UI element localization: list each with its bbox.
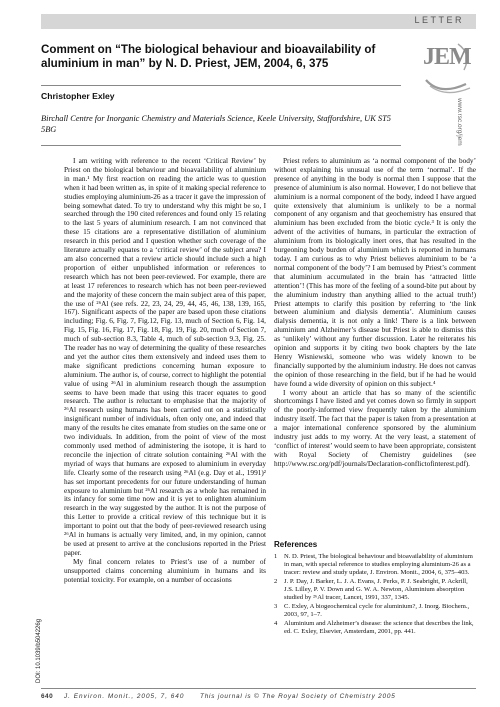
references-heading: References bbox=[274, 540, 318, 549]
article-title: Comment on “The biological behaviour and bioavailability of aluminium in man” by N. D. Priest, JEM, 2004, 6, 375 bbox=[41, 43, 376, 70]
doi-text: DOI: 10.1039/b504226g bbox=[36, 618, 42, 683]
journal-logo bbox=[420, 40, 476, 100]
footer-divider bbox=[41, 688, 476, 689]
reference-text: C. Exley, A biogeochemical cycle for aluminium?, J. Inorg. Biochem., 2003, 97, 1–7. bbox=[284, 603, 470, 618]
reference-text: N. D. Priest, The biological behaviour and bioavailability of aluminium in man, with special reference to studies employing aluminium-26 as a tracer: review and study update, J. Environ. Monit., 2004, 6, 375–403. bbox=[284, 553, 473, 576]
reference-item bbox=[274, 620, 476, 636]
section-header-bar bbox=[41, 14, 476, 29]
reference-text: J. P. Day, J. Barker, L. J. A. Evans, J. Perks, P. J. Seabright, P. Ackrill, J.S. Lilley, P. V. Down and G. W. A. Newton, Aluminium absorption studied by ²⁶Al tracer, Lancet, 1991, 337, 1345. bbox=[284, 578, 468, 601]
section-label: LETTER bbox=[414, 15, 464, 25]
affiliation-divider bbox=[41, 145, 401, 146]
paragraph: I worry about an article that has so many of the scientific shortcomings I have listed and yet comes down so firmly in support of the poorly-informed view frequently taken by the aluminium industry itself. The fact that the paper is taken from a presentation at a major international conference sponsored by the aluminium industry just adds to my worry. At the very least, a statement of ‘conflict of interest’ would seem to have been appropriate, consistent with Royal Society of Chemistry guidelines (see http://www.rsc.org/pdf/journals/Declaration-conflictofinterest.pdf). bbox=[274, 387, 476, 468]
journal-citation: J. Environ. Monit., 2005, 7, 640 bbox=[63, 693, 185, 700]
title-divider bbox=[41, 85, 401, 86]
author-affiliation: Birchall Centre for Inorganic Chemistry and Materials Science, Keele University, Staffordshire, UK ST5 5BG bbox=[41, 114, 391, 134]
body-column-left bbox=[64, 157, 266, 585]
paragraph: My final concern relates to Priest’s use of a number of unsupported claims concerning aluminium in humans and its potential toxicity. For example, on a number of occasions bbox=[64, 556, 266, 584]
reference-number: 2 bbox=[274, 578, 278, 585]
reference-number: 3 bbox=[274, 603, 278, 610]
doi-label bbox=[33, 563, 43, 683]
paragraph: Priest refers to aluminium as ‘a normal component of the body’ without explaining his unusual use of the term ‘normal’. If the presence of anything in the body is normal then I suppose that the presence of aluminium is also normal. However, I do not believe that aluminium is a normal component of the body, indeed I have argued quite extensively that aluminium is unlikely to be a normal component of any organism and that geochemistry has ensured that aluminium has been excluded from the biotic cycle.³ It is only the advent of the activities of humans, in particular the extraction of aluminium from its biologically inert ores, that has resulted in the burgeoning body burden of aluminium which is reported in humans today. I am curious as to why Priest believes aluminium to be ‘a normal component of the body’? I am bemused by Priest’s comment that aluminium accumulated in the brain has ‘attracted little attention’! (This has more of the feeling of a sound-bite put about by the aluminium industry than anything allied to the actual truth!) Priest attempts to clarify this position by referring to ‘the link between aluminium and dialysis dementia’. Aluminium causes dialysis dementia, it is not only a link! There is a link between aluminium and Alzheimer’s disease but Priest is able to dismiss this as ‘unlikely’ without any further discussion. Later he reiterates his opinion and supports it by citing two book chapters by the late Henry Wisniewski, someone who was widely known to be financially supported by the aluminium industry. He does not canvas the opinion of those researching in the field, but if he had he would have found a wide diversity of opinion on this subject.⁴ bbox=[274, 156, 476, 388]
reference-item bbox=[274, 553, 476, 577]
reference-item bbox=[274, 603, 476, 619]
body-column-right bbox=[274, 157, 476, 469]
author-name: Christopher Exley bbox=[41, 91, 115, 101]
reference-item bbox=[274, 578, 476, 602]
page-number: 640 bbox=[41, 693, 54, 700]
logo-url bbox=[451, 98, 465, 153]
references-list bbox=[274, 553, 476, 637]
footer-copyright: This journal is © The Royal Society of Chemistry 2005 bbox=[200, 693, 396, 700]
reference-number: 1 bbox=[274, 553, 278, 560]
reference-text: Aluminium and Alzheimer’s disease: the science that describes the link, ed. C. Exley, Elsevier, Amsterdam, 2001, pp. 441. bbox=[284, 620, 474, 635]
logo-text: JEM bbox=[423, 44, 471, 70]
logo-url-text: www.rsc.org/jem bbox=[456, 98, 463, 146]
footer-citation bbox=[41, 693, 184, 700]
reference-number: 4 bbox=[274, 620, 278, 627]
paragraph: I am writing with reference to the recent ‘Critical Review’ by Priest on the biological behaviour and bioavailability of aluminium in man.¹ My first reaction on reading the article was to question when it had been written as, in spite of it making special reference to studies employing aluminium-26 as a tracer it gave the impression of being somewhat dated. To try to understand why this might be so, I searched through the 190 cited references and found only 15 relating to the last 5 years of aluminium research. I am not convinced that these 15 citations are a representative distillation of aluminium research in this period and I question whether such coverage of the literature actually equates to a ‘critical review’ of the subject area? I am also concerned that a review article should include such a high proportion of either unpublished information or references to research which has not been peer-reviewed. For example, there are at least 17 references to research which has not been peer-reviewed and the majority of these concern the main subject area of this paper, the use of ²⁶Al (see refs. 22, 23, 24, 29, 44, 45, 46, 138, 139, 165, 167). Significant aspects of the paper are based upon these citations including; Fig. 6, Fig. 7, Fig.12, Fig. 13, much of Section 6, Fig. 14, Fig. 15, Fig. 16, Fig. 17, Fig. 18, Fig. 19, Fig. 20, much of Section 7, much of sub-section 8.3, Table 4, much of sub-section 9.3, Fig. 25. The reader has no way of determining the quality of these researches and yet the author cites them extensively and indeed uses them to make significant predictions concerning human exposure to aluminium. The author is, of course, correct to highlight the potential value of using ²⁶Al in aluminium research though the assumption seems to have been made that using this tracer equates to good research. The author is reluctant to emphasise that the majority of ²⁶Al research using humans has been carried out on a statistically insignificant number of individuals, often only one, and indeed that many of the results he cites emanate from studies on the same one or two individuals. In addition, from the point of view of the most commonly used method of administering the isotope, it is hard to reconcile the injection of citrate solution containing ²⁶Al with the myriad of ways that humans are exposed to aluminium in everyday life. Clearly some of the research using ²⁶Al (e.g. Day et al., 1991)² has set important precedents for our future understanding of human exposure to aluminium but ²⁶Al research as a whole has remained in its infancy for some time now and it is yet to enlighten aluminium research in the way suggested by the author. It is not the purpose of this Letter to provide a critical review of this technique but it is important to point out that the body of peer-reviewed research using ²⁶Al in humans is actually very limited, and, in my opinion, cannot be used at present to arrive at the conclusions reported in the Priest paper. bbox=[64, 156, 266, 557]
